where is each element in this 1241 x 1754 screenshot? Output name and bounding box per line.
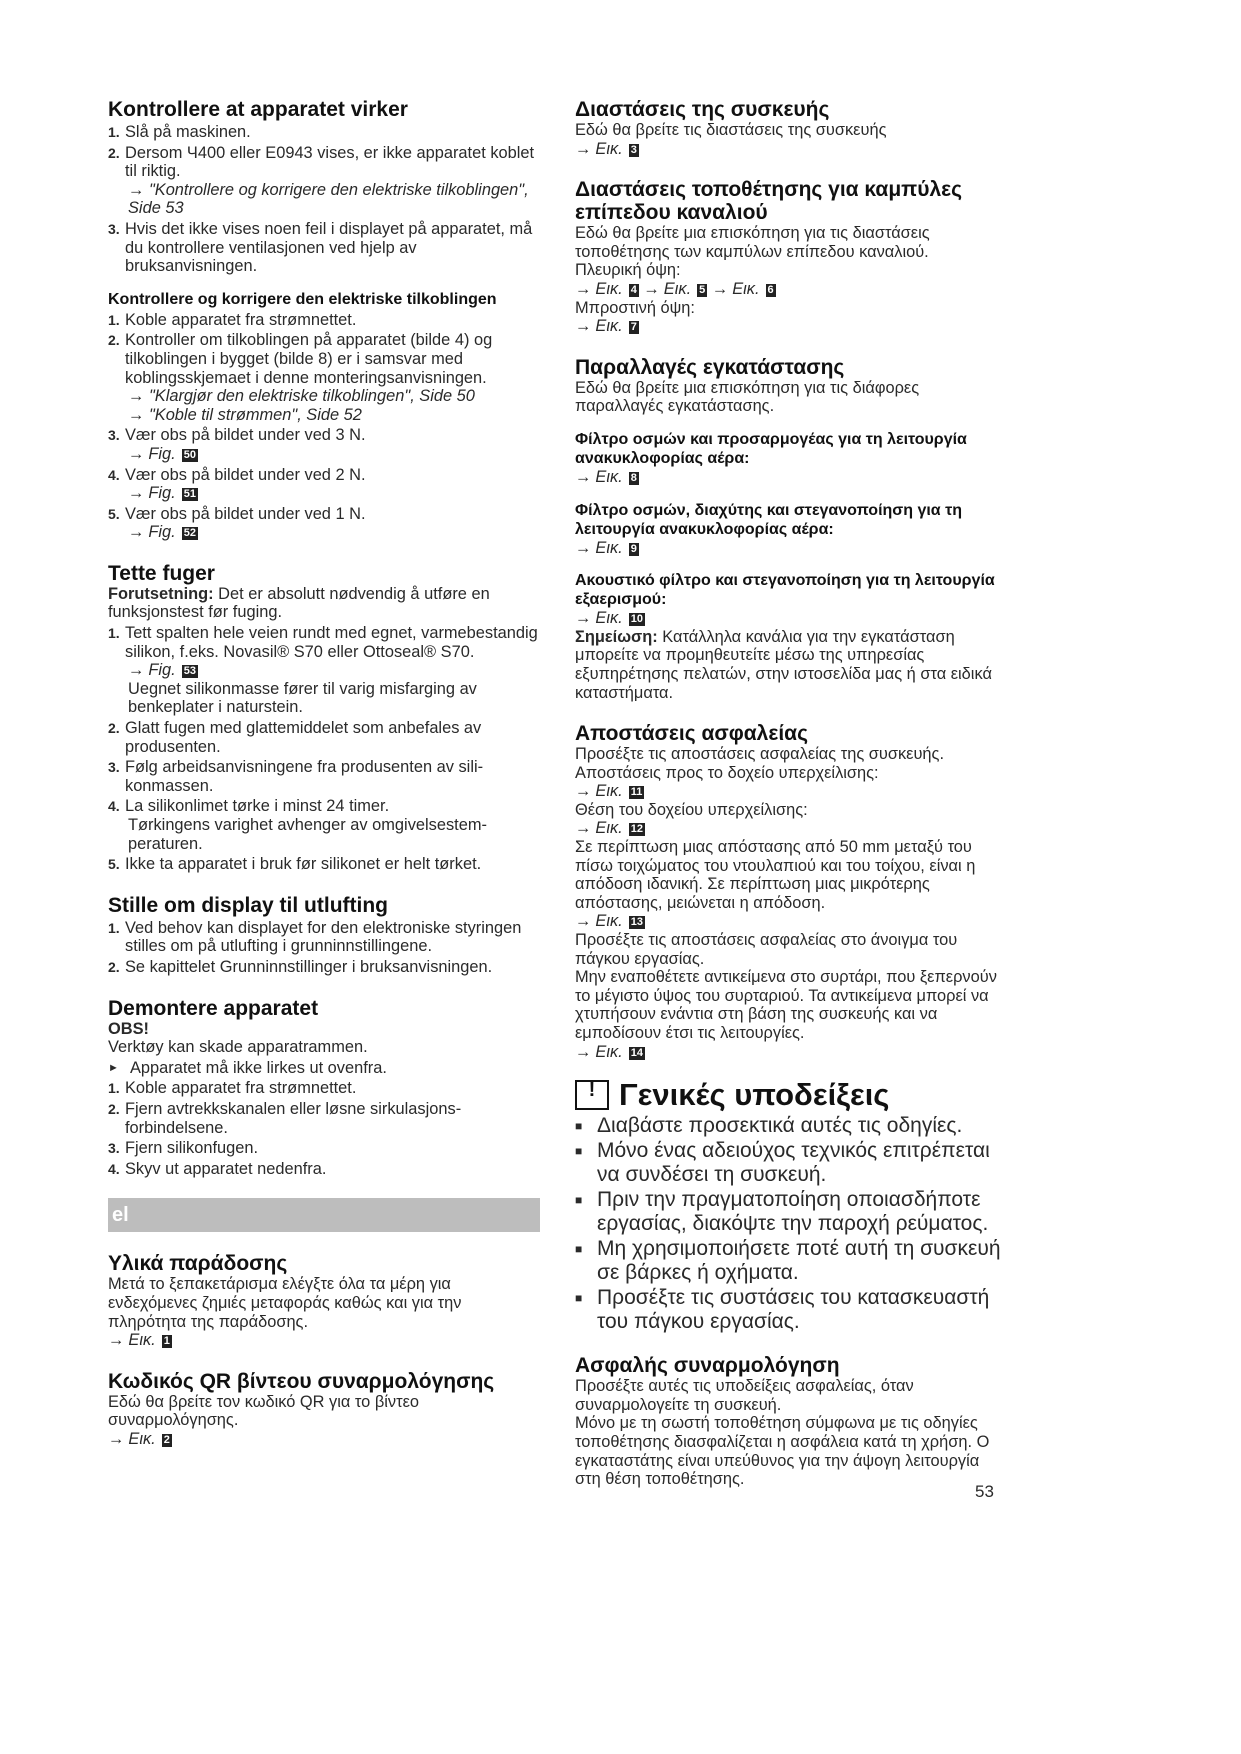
- section-heading: Κωδικός QR βίντεου συναρμολόγησης: [108, 1369, 495, 1393]
- arrow-icon: →: [108, 1429, 125, 1448]
- numbered-step: [108, 311, 540, 330]
- figure-ref-label: Fig.: [148, 484, 176, 503]
- figure-ref-label: Fig.: [148, 523, 176, 542]
- figure-number-badge: 1: [163, 1335, 170, 1348]
- figure-number-badge: 10: [630, 613, 643, 626]
- section-heading: Tette fuger: [108, 561, 215, 585]
- bullet-text: Μόνο ένας αδειούχος τεχνικός επιτρέπεται να συνδέσει τη συσκευή.: [597, 1139, 990, 1187]
- arrow-icon: →: [575, 467, 592, 486]
- step-text: Vær obs på bildet under ved 2 N.: [125, 465, 366, 484]
- bullet-text: Προσέξτε τις συστάσεις του κατασκευαστή του πάγκου εργασίας.: [597, 1286, 990, 1334]
- bullet-item: [575, 1139, 1007, 1187]
- numbered-step: [108, 426, 540, 445]
- step-text: Tett spalten hele veien rundt med egnet, varmebestandig silikon, f.eks. Novasil® S70 eller Ottoseal® S70.: [125, 624, 538, 661]
- figure-number-badge: 11: [630, 786, 643, 799]
- step-text: Skyv ut apparatet nedenfra.: [125, 1159, 327, 1178]
- step-number: 2.: [108, 720, 120, 737]
- figure-ref-label: Fig.: [148, 661, 176, 680]
- bullet-item: [575, 1286, 1007, 1334]
- numbered-step: [108, 855, 540, 874]
- figure-reference: [575, 1043, 1007, 1062]
- numbered-step: [108, 958, 540, 977]
- figure-ref-label: Εικ.: [595, 609, 623, 628]
- figure-ref-label: Εικ.: [595, 1042, 623, 1061]
- cross-reference-link[interactable]: → "Kontrollere og korrigere den elektriske tilkoblingen", Side 53: [128, 180, 529, 218]
- step-number: 3.: [108, 427, 120, 444]
- figure-reference: [575, 539, 1007, 558]
- warning-icon: !: [575, 1080, 609, 1110]
- section-heading: Ασφαλής συναρμολόγηση: [575, 1354, 840, 1378]
- bullet-text: Διαβάστε προσεκτικά αυτές τις οδηγίες.: [597, 1114, 963, 1138]
- arrow-icon: →: [575, 1042, 592, 1061]
- subsection-heading: Φίλτρο οσμών και προσαρμογέας για τη λειτουργία ανακυκλοφορίας αέρα:: [575, 430, 967, 467]
- section-heading: Stille om display til utlufting: [108, 893, 389, 917]
- step-number: 2.: [108, 958, 120, 975]
- figure-reference: [108, 1430, 540, 1449]
- figure-reference: [108, 523, 540, 542]
- paragraph: Αποστάσεις προς το δοχείο υπερχείλισης:: [575, 763, 879, 782]
- section-heading: Υλικά παράδοσης: [108, 1252, 288, 1276]
- step-text: Dersom Ч400 eller E0943 vises, er ikke apparatet koblet til riktig.: [125, 143, 535, 181]
- numbered-step: [108, 466, 540, 485]
- arrow-icon: →: [575, 819, 592, 838]
- figure-reference: [575, 468, 1007, 487]
- paragraph: Μην εναποθέτετε αντικείμενα στο συρτάρι, που ξεπερνούν το μέγιστο ύψος του συρταριού. Τα αντικείμενα μπορεί να χτυπήσουν ενάντια στη βάση της συσκευής και να εμποδίσουν έτσι τις λειτουργίες.: [575, 968, 997, 1042]
- paragraph-text: Det er absolutt nødvendig å utføre en funksjonstest før fuging.: [108, 584, 490, 622]
- arrow-icon: →: [128, 661, 145, 680]
- step-number: 5.: [108, 505, 120, 522]
- paragraph: Εδώ θα βρείτε τις διαστάσεις της συσκευής: [575, 121, 887, 139]
- paragraph: Προσέξτε τις αποστάσεις ασφαλείας στο άνοιγμα του πάγκου εργασίας.: [575, 931, 958, 968]
- language-section-bar: el: [108, 1198, 540, 1232]
- step-number: 1.: [108, 124, 120, 140]
- square-bullet-icon: ■: [575, 1291, 583, 1306]
- subsection-heading: Φίλτρο οσμών, διαχύτης και στεγανοποίηση για τη λειτουργία ανακυκλοφορίας αέρα:: [575, 501, 962, 538]
- square-bullet-icon: ■: [575, 1242, 583, 1257]
- numbered-step: [108, 797, 540, 816]
- step-text: Slå på maskinen.: [125, 123, 251, 141]
- subsection-heading: Ακουστικό φίλτρο και στεγανοποίηση για τη λειτουργία εξαερισμού:: [575, 572, 995, 609]
- arrow-icon: →: [575, 609, 592, 628]
- section-heading: Παραλλαγές εγκατάστασης: [575, 355, 845, 379]
- section-heading: Αποστάσεις ασφαλείας: [575, 722, 808, 746]
- section-heading: Διαστάσεις τοποθέτησης για καμπύλες επίπεδου καναλιού: [575, 178, 963, 225]
- arrow-icon: →: [128, 444, 145, 463]
- step-text: Kontroller om tilkoblingen på apparatet (bilde 4) og tilkoblingen i bygget (bilde 8) er i samsvar med koblingsskjemaet i denne monteringsanvisningen.: [125, 331, 493, 387]
- figure-reference: [575, 782, 1007, 801]
- page-number: 53: [975, 1482, 994, 1501]
- step-number: 1.: [108, 625, 120, 642]
- step-text: Se kapittelet Grunninnstillinger i bruksanvisningen.: [125, 957, 493, 976]
- step-number: 2.: [108, 1100, 120, 1117]
- square-bullet-icon: ■: [575, 1144, 583, 1159]
- step-number: 3.: [108, 1140, 120, 1157]
- step-text: Fjern silikonfugen.: [125, 1139, 259, 1158]
- figure-reference: [575, 912, 1007, 931]
- figure-number-badge: 14: [630, 1046, 643, 1059]
- numbered-step: [108, 1160, 540, 1179]
- figure-ref-label: Εικ.: [595, 538, 623, 557]
- notice-label: OBS!: [108, 1019, 149, 1038]
- section-heading: Kontrollere at apparatet virker: [108, 98, 408, 121]
- arrow-icon: →: [108, 1331, 125, 1350]
- square-bullet-icon: ■: [575, 1119, 583, 1134]
- numbered-step: [108, 758, 540, 795]
- step-number: 3.: [108, 759, 120, 776]
- figure-reference: [575, 609, 1007, 628]
- right-column: [575, 98, 1007, 1489]
- paragraph: Μόνο με τη σωστή τοποθέτηση σύμφωνα με τις οδηγίες τοποθέτησης διασφαλίζεται η ασφάλεια κατά τη χρήση. Ο εγκαταστάτης είναι υπεύθυνος για την άψογη λειτουργία στη θέση τοποθέτησης.: [575, 1414, 990, 1489]
- step-number: 5.: [108, 856, 120, 873]
- figure-ref-label: Εικ.: [595, 317, 623, 336]
- figure-number-badge: 9: [630, 542, 637, 555]
- step-number: 4.: [108, 1160, 120, 1177]
- step-number: 1.: [108, 1080, 120, 1097]
- paragraph: Θέση του δοχείου υπερχείλισης:: [575, 800, 808, 819]
- figure-ref-label: Εικ.: [595, 819, 623, 838]
- paragraph-label: Forutsetning:: [108, 584, 214, 603]
- figure-ref-label: Εικ.: [595, 139, 623, 158]
- arrow-icon: →: [575, 279, 592, 298]
- numbered-step: [108, 1139, 540, 1158]
- bullet-item: [575, 1114, 1007, 1138]
- arrow-icon: →: [575, 139, 592, 158]
- figure-reference: [108, 661, 540, 680]
- figure-reference: [108, 445, 540, 464]
- figure-number-badge: 3: [630, 143, 637, 156]
- figure-number-badge: 8: [630, 471, 637, 484]
- arrow-icon: →: [575, 912, 592, 931]
- bullet-text: Μη χρησιμοποιήσετε ποτέ αυτή τη συσκευή σε βάρκες ή οχήματα.: [597, 1237, 1001, 1285]
- bullet-text: Πριν την πραγματοποίηση οποιασδήποτε εργασίας, διακόψτε την παροχή ρεύματος.: [597, 1188, 989, 1236]
- square-bullet-icon: ■: [575, 1193, 583, 1208]
- figure-ref-label: Εικ.: [595, 279, 623, 298]
- numbered-step: [108, 123, 540, 142]
- section-heading: Διαστάσεις της συσκευής: [575, 98, 830, 121]
- paragraph: Εδώ θα βρείτε μια επισκόπηση για τις διάφορες παραλλαγές εγκατάστασης.: [575, 378, 920, 416]
- figure-reference: [575, 317, 1007, 336]
- numbered-step: [108, 331, 540, 387]
- step-number: 4.: [108, 798, 120, 815]
- step-text: Fjern avtrekkskanalen eller løsne sirkulasjonsforbindelsene.: [125, 1099, 462, 1137]
- step-text: Glatt fugen med glattemiddelet som anbefales av produsenten.: [125, 719, 482, 756]
- step-text: Ved behov kan displayet for den elektroniske styringen stilles om på utlufting i grunninnstillingene.: [125, 918, 522, 956]
- figure-reference: [575, 819, 1007, 838]
- paragraph: Μπροστινή όψη:: [575, 298, 695, 317]
- numbered-step: [108, 919, 540, 956]
- figure-reference: [108, 484, 540, 503]
- arrow-icon: →: [575, 782, 592, 801]
- chapter-heading: [575, 1077, 1007, 1113]
- paragraph: Προσέξτε τις αποστάσεις ασφαλείας της συσκευής.: [575, 745, 945, 764]
- paragraph: Μετά το ξεπακετάρισμα ελέγξτε όλα τα μέρη για ενδεχόμενες ζημιές μεταφοράς καθώς και για την πληρότητα της παράδοσης.: [108, 1275, 462, 1331]
- figure-ref-label: Εικ.: [128, 1429, 156, 1448]
- step-text: Ikke ta apparatet i bruk før silikonet er helt tørket.: [125, 855, 482, 874]
- figure-reference: [575, 140, 1007, 159]
- section-heading: Demontere apparatet: [108, 996, 319, 1020]
- cross-reference-link[interactable]: → "Klargjør den elektriske tilkoblingen", Side 50: [128, 387, 475, 406]
- step-text: Følg arbeidsanvisningene fra produsenten av silikonmassen.: [125, 758, 484, 795]
- arrow-icon: →: [711, 279, 729, 298]
- bullet-item: [575, 1237, 1007, 1285]
- paragraph: Προσέξτε αυτές τις υποδείξεις ασφαλείας, όταν συναρμολογείτε τη συσκευή.: [575, 1377, 914, 1414]
- paragraph-with-label: [108, 585, 540, 622]
- numbered-step: [108, 220, 540, 276]
- figure-number-badge: 4: [630, 283, 637, 296]
- step-number: 1.: [108, 919, 120, 936]
- paragraph-with-label: [575, 628, 1007, 702]
- figure-number-badge: 2: [163, 1433, 170, 1446]
- step-number: 2.: [108, 144, 120, 161]
- figure-number-badge: 5: [699, 283, 706, 296]
- left-column: [108, 98, 540, 1448]
- numbered-step: [108, 144, 540, 181]
- step-number: 3.: [108, 220, 120, 237]
- bullet-item: [575, 1188, 1007, 1236]
- figure-ref-label: Εικ.: [595, 782, 623, 801]
- step-text: Koble apparatet fra strømnettet.: [125, 1079, 357, 1098]
- chapter-heading-text: Γενικές υποδείξεις: [619, 1077, 890, 1113]
- arrow-icon: →: [575, 317, 592, 336]
- cross-reference-link[interactable]: → "Koble til strømmen", Side 52: [128, 405, 362, 424]
- figure-number-badge: 50: [183, 448, 196, 461]
- step-number: 4.: [108, 466, 120, 483]
- paragraph-text: Κατάλληλα κανάλια για την εγκατάσταση μπορείτε να προμηθευτείτε μέσω της υπηρεσίας εξυπηρέτησης πελατών, στην ιστοσελίδα μας ή στα ειδικά καταστήματα.: [575, 627, 992, 702]
- paragraph: Εδώ θα βρείτε τον κωδικό QR για το βίντεο συναρμολόγησης.: [108, 1392, 419, 1430]
- figure-reference: [108, 1331, 540, 1350]
- arrow-icon: →: [128, 523, 145, 542]
- figure-number-badge: 53: [183, 665, 196, 678]
- step-text: Koble apparatet fra strømnettet.: [125, 310, 357, 329]
- paragraph: Verktøy kan skade apparatrammen.: [108, 1038, 368, 1057]
- arrow-icon: →: [575, 538, 592, 557]
- step-number: 2.: [108, 332, 120, 349]
- figure-number-badge: 12: [630, 823, 643, 836]
- paragraph-label: Σημείωση:: [575, 627, 658, 646]
- numbered-step: [108, 719, 540, 756]
- instruction-step: [108, 1059, 540, 1078]
- instruction-text: Apparatet må ikke lirkes ut ovenfra.: [130, 1058, 387, 1077]
- paragraph: Εδώ θα βρείτε μια επισκόπηση για τις διαστάσεις τοποθέτησης των καμπύλων επίπεδου καναλιού.: [575, 224, 930, 261]
- arrow-icon: →: [128, 484, 145, 503]
- figure-reference-group: [575, 280, 1007, 299]
- numbered-step: [108, 505, 540, 524]
- figure-number-badge: 51: [183, 488, 196, 501]
- step-text: Vær obs på bildet under ved 3 N.: [125, 426, 366, 445]
- figure-ref-label: Εικ.: [595, 467, 623, 486]
- step-text: Hvis det ikke vises noen feil i displayet på apparatet, må du kontrollere ventilasjonen ved hjelp av bruksanvisningen.: [125, 219, 533, 276]
- indented-note: Uegnet silikonmasse fører til varig misfarging av benkeplater i naturstein.: [128, 679, 477, 717]
- step-text: La silikonlimet tørke i minst 24 timer.: [125, 797, 390, 816]
- numbered-step: [108, 1100, 540, 1137]
- figure-number-badge: 7: [630, 321, 637, 334]
- figure-ref-label: Εικ.: [663, 279, 692, 298]
- numbered-step: [108, 1079, 540, 1098]
- figure-ref-label: Εικ.: [128, 1331, 156, 1350]
- paragraph: Σε περίπτωση μιας απόστασης από 50 mm μεταξύ του πίσω τοιχώματος του ντουλαπιού και του τοίχου, είναι η απόδοση ιδανική. Σε περίπτωση μιας μικρότερης απόστασης, μειώνεται η απόδοση.: [575, 838, 976, 912]
- triangle-bullet-icon: ►: [108, 1061, 119, 1074]
- figure-ref-label: Εικ.: [732, 279, 760, 298]
- indented-note: Tørkingens varighet avhenger av omgivelsestemperaturen.: [128, 816, 487, 853]
- figure-ref-label: Fig.: [148, 444, 176, 463]
- arrow-icon: →: [643, 279, 660, 298]
- figure-ref-label: Εικ.: [595, 912, 623, 931]
- numbered-step: [108, 624, 540, 661]
- step-text: Vær obs på bildet under ved 1 N.: [125, 504, 366, 523]
- figure-number-badge: 6: [767, 283, 774, 296]
- figure-number-badge: 13: [630, 916, 643, 929]
- paragraph: Πλευρική όψη:: [575, 261, 681, 280]
- subsection-heading: Kontrollere og korrigere den elektriske tilkoblingen: [108, 290, 497, 308]
- step-number: 1.: [108, 311, 120, 328]
- figure-number-badge: 52: [183, 527, 196, 540]
